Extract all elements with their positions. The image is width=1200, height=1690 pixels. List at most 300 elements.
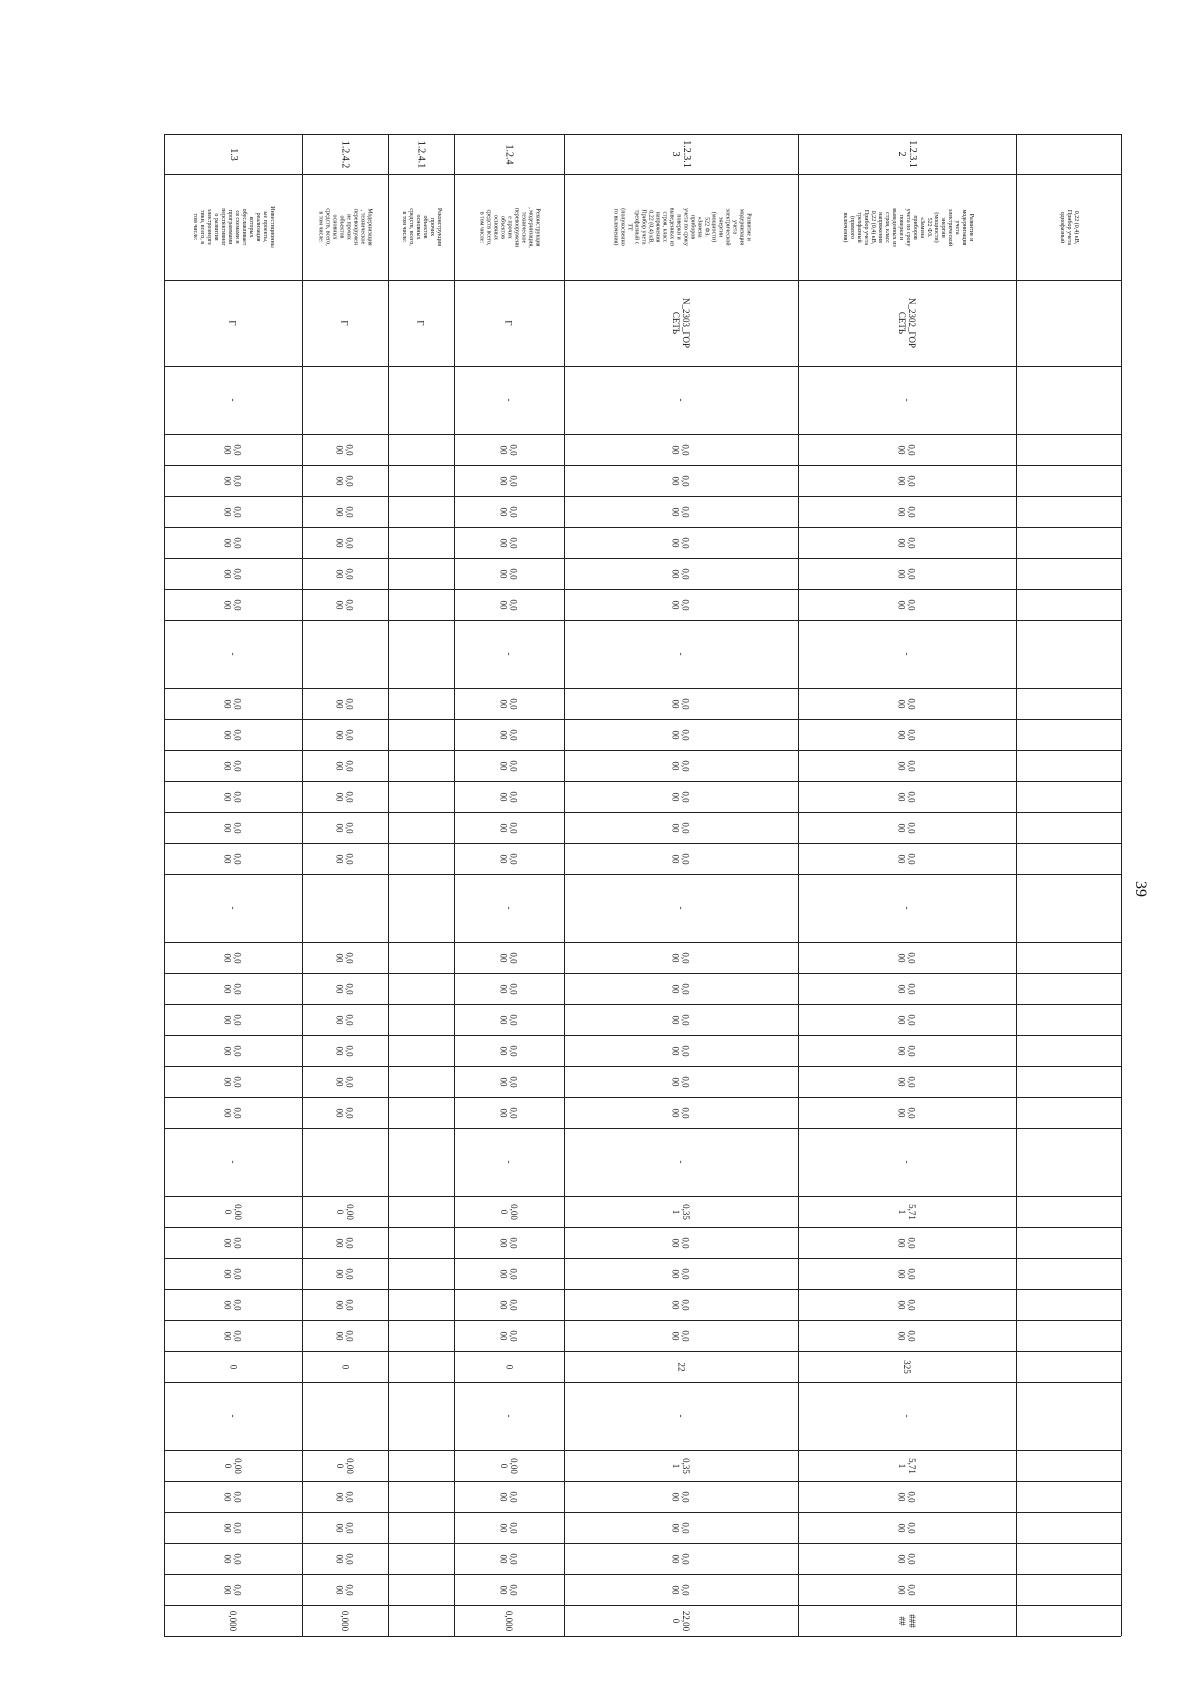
table-cell-text: 0,0 00 (671, 759, 691, 772)
header-code-cell (454, 280, 564, 366)
header-code-cell (798, 280, 1016, 366)
table-cell-text: 0,0 00 (223, 1044, 243, 1057)
table-cell (164, 1066, 302, 1097)
table-cell (564, 434, 798, 465)
table-cell-text: - (902, 1414, 912, 1418)
table-cell (454, 434, 564, 465)
table-cell (798, 781, 1016, 812)
header-id-cell-text: 1.2.3.1 2 (896, 140, 918, 168)
table-cell-text: 0,0 00 (897, 759, 917, 772)
table-cell-text: 0,000 (228, 1610, 238, 1631)
table-cell-text: 0,0 00 (335, 951, 355, 964)
table-cell-text: 0,0 00 (671, 1013, 691, 1026)
table-cell-text: - (504, 1160, 514, 1164)
table-cell-text: 0,0 00 (335, 1298, 355, 1311)
table-cell-text: 0,00 0 (223, 1457, 243, 1474)
table-cell-text: 0,0 00 (671, 536, 691, 549)
document-table (164, 134, 1121, 1631)
table-cell (798, 434, 1016, 465)
table-cell-text: 0,0 00 (671, 728, 691, 741)
table-cell (302, 465, 388, 496)
table-cell-text: 0,0 00 (223, 1490, 243, 1503)
table-cell (798, 1574, 1016, 1605)
table-cell (302, 1066, 388, 1097)
header-name-cell-text: Реконструкция прочих объектов основных средств, всего, в том числе: (401, 207, 442, 247)
table-cell-text: 0,0 00 (223, 982, 243, 995)
table-cell (164, 812, 302, 843)
table-cell-text: 0,0 00 (499, 1552, 519, 1565)
table-cell-text: 22,00 0 (671, 1610, 691, 1631)
table-cell (164, 781, 302, 812)
table-cell (454, 750, 564, 781)
header-code-cell (1016, 280, 1121, 366)
table-cell (454, 1289, 564, 1320)
table-cell-text: 0,0 00 (223, 1521, 243, 1534)
table-cell (564, 1035, 798, 1066)
table-cell (564, 688, 798, 719)
table-cell-text: 0,0 00 (671, 1236, 691, 1249)
table-cell-text: - (228, 906, 238, 910)
page-number: 39 (1132, 881, 1149, 897)
header-code-cell-text: N_2303_ГОР СЕТЬ (670, 298, 691, 348)
table-cell (564, 620, 798, 688)
table-cell-text: 0,0 00 (223, 697, 243, 710)
table-cell-text: - (676, 1160, 686, 1164)
table-cell-text: 0,0 00 (223, 790, 243, 803)
table-cell-text: 0,0 00 (897, 1075, 917, 1088)
header-code-cell (164, 280, 302, 366)
table-cell-text: 0,0 00 (223, 951, 243, 964)
table-cell-text: 0,0 00 (671, 951, 691, 964)
table-cell (798, 1196, 1016, 1227)
table-cell-text: 0,35 1 (671, 1457, 691, 1474)
table-cell (798, 558, 1016, 589)
table-cell (454, 1481, 564, 1512)
table-cell-text: 0,0 00 (897, 790, 917, 803)
table-cell-text: 0,0 00 (223, 852, 243, 865)
table-cell-text: 0,0 00 (223, 1329, 243, 1342)
table-cell-text: 0,0 00 (335, 759, 355, 772)
table-cell-text: 0,0 00 (335, 536, 355, 549)
header-name-cell (798, 174, 1016, 280)
table-cell (798, 1450, 1016, 1481)
table-cell-text: 0,0 00 (897, 821, 917, 834)
table-cell (564, 1004, 798, 1035)
table-cell-text: 0 (228, 1364, 238, 1369)
table-cell-text: 0,0 00 (499, 1521, 519, 1534)
table-cell (454, 1574, 564, 1605)
table-cell (798, 1289, 1016, 1320)
table-cell-text: 0,0 00 (897, 852, 917, 865)
table-cell (454, 1035, 564, 1066)
table-cell-text: 0,0 00 (671, 443, 691, 456)
table-cell (454, 781, 564, 812)
table-cell-text: 0,0 00 (499, 697, 519, 710)
table-cell (564, 527, 798, 558)
table-cell-text: 0,0 00 (223, 759, 243, 772)
table-cell-text: 0,0 00 (335, 567, 355, 580)
table-cell-text: 0,00 0 (223, 1203, 243, 1220)
table-cell-text: 0,0 00 (499, 951, 519, 964)
table-cell (164, 589, 302, 620)
table-cell (798, 1543, 1016, 1574)
table-cell-text: 0,0 00 (671, 1075, 691, 1088)
table-cell (164, 1320, 302, 1351)
table-cell (164, 496, 302, 527)
table-cell-text: 0,0 00 (223, 1583, 243, 1596)
table-cell-text: 0,00 0 (499, 1203, 519, 1220)
header-name-cell (1016, 174, 1121, 280)
table-cell-text: 0,0 00 (499, 567, 519, 580)
table-cell-text: 0,0 00 (223, 443, 243, 456)
table-cell (798, 1512, 1016, 1543)
table-cell-text: 0,35 1 (671, 1203, 691, 1220)
table-cell-text: 0,0 00 (897, 1583, 917, 1596)
table-cell-text: 0,0 00 (897, 1236, 917, 1249)
table-cell (454, 1605, 564, 1636)
table-cell (454, 1258, 564, 1289)
table-cell-text: 0,0 00 (671, 697, 691, 710)
table-cell (454, 973, 564, 1004)
table-cell-text: - (228, 1160, 238, 1164)
table-cell-text: - (228, 1414, 238, 1418)
table-cell-text: 0,0 00 (897, 728, 917, 741)
table-cell (164, 434, 302, 465)
table-cell-text: - (902, 1160, 912, 1164)
table-cell-text: 0,0 00 (671, 1490, 691, 1503)
header-id-cell-text: 1.3 (227, 147, 239, 161)
table-cell (564, 1289, 798, 1320)
table-cell-text: 0,0 00 (499, 1329, 519, 1342)
table-cell (302, 1512, 388, 1543)
table-cell (302, 973, 388, 1004)
table-cell-text: 0,0 00 (335, 505, 355, 518)
table-cell (164, 942, 302, 973)
table-cell (564, 1097, 798, 1128)
table-cell (564, 843, 798, 874)
header-code-cell-text: N_2302_ГОР СЕТЬ (896, 298, 917, 348)
table-cell (302, 1450, 388, 1481)
header-name-cell (564, 174, 798, 280)
table-cell (302, 719, 388, 750)
table-cell-text: 0,0 00 (671, 505, 691, 518)
table-cell-text: 0,0 00 (671, 598, 691, 611)
table-cell (302, 1227, 388, 1258)
table-cell (164, 1450, 302, 1481)
header-code-cell (388, 280, 454, 366)
table-cell (164, 620, 302, 688)
table-cell-text: 0,0 00 (671, 474, 691, 487)
table-cell-text: 5,71 1 (897, 1203, 917, 1220)
table-cell-text: 0,0 00 (223, 821, 243, 834)
header-name-cell-text: Реконструкция , модернизация, техническое перевооружени е прочих объектов основных средств всего, в том числе: (478, 206, 541, 248)
table-cell (164, 1543, 302, 1574)
header-name-cell-text: Развитие и модернизация учета электрической энергии (мощности) 522 ФЗ. «Замена приборов учета по сроку поверки и выведенных из строя, класс напряжения 0,22 (0,4) кВ, Прибор учета трехфазный с ТТ (полукосвенно го включения) (612, 207, 751, 247)
table-cell (564, 1196, 798, 1227)
table-cell-text: 0,0 00 (671, 1106, 691, 1119)
table-cell-text: 0,0 00 (897, 474, 917, 487)
header-id-cell-text: 1.2.4.1 (415, 140, 427, 168)
table-cell (798, 1258, 1016, 1289)
table-cell-text: 0,00 0 (335, 1203, 355, 1220)
table-cell (164, 973, 302, 1004)
table-cell (454, 558, 564, 589)
table-cell (164, 719, 302, 750)
header-id-cell-text: 1.2.4.2 (339, 140, 351, 168)
table-cell-text: - (676, 652, 686, 656)
table-cell (564, 496, 798, 527)
header-id-cell (1016, 134, 1121, 174)
header-id-cell-text: 1.2.3.1 3 (670, 140, 692, 168)
table-cell-text: 0,0 00 (335, 982, 355, 995)
table-cell-text: 0,0 00 (499, 1298, 519, 1311)
table-cell (164, 1574, 302, 1605)
table-cell-text: 0,0 00 (335, 821, 355, 834)
table-cell (798, 589, 1016, 620)
table-cell (454, 1066, 564, 1097)
table-cell-text: 0,0 00 (499, 536, 519, 549)
table-cell-text: - (228, 398, 238, 402)
table-cell-text: 0,0 00 (499, 852, 519, 865)
table-cell (454, 1227, 564, 1258)
table-cell (454, 1004, 564, 1035)
table-cell (164, 843, 302, 874)
header-name-cell-text: Модернизация , техническое перевооружен ие прочих объектов основных средств, всего, в том числе: (318, 208, 373, 246)
header-id-cell (564, 134, 798, 174)
header-name-cell (302, 174, 388, 280)
table-cell (564, 1450, 798, 1481)
table-cell (454, 1450, 564, 1481)
table-cell (454, 1543, 564, 1574)
header-id-cell (454, 134, 564, 174)
table-cell (798, 942, 1016, 973)
table-cell-text: 0,0 00 (897, 598, 917, 611)
header-code-cell-text: Г (415, 320, 426, 326)
table-cell-text: 0,0 00 (897, 1552, 917, 1565)
table-cell (302, 496, 388, 527)
table-cell (564, 1320, 798, 1351)
table-cell (302, 558, 388, 589)
header-id-cell-text: 1.2.4 (503, 144, 515, 164)
table-cell (564, 719, 798, 750)
table-cell-text: 0,0 00 (897, 1521, 917, 1534)
table-cell (798, 1351, 1016, 1382)
table-cell-text: 0,0 00 (671, 982, 691, 995)
table-cell-text: 0,0 00 (671, 1044, 691, 1057)
table-cell-text: 0,0 00 (897, 1267, 917, 1280)
table-cell (302, 843, 388, 874)
table-cell-text: 0,0 00 (223, 598, 243, 611)
header-id-cell (388, 134, 454, 174)
table-cell (454, 942, 564, 973)
table-cell-text: 22 (676, 1362, 686, 1371)
table-cell (798, 1097, 1016, 1128)
table-cell-text: - (228, 652, 238, 656)
table-cell (302, 688, 388, 719)
table-cell-text: - (676, 1414, 686, 1418)
table-cell-text: - (504, 906, 514, 910)
table-cell (798, 527, 1016, 558)
table-cell (798, 366, 1016, 434)
table-cell-text: - (676, 906, 686, 910)
table-cell-text: 0,0 00 (897, 505, 917, 518)
table-cell (302, 942, 388, 973)
table-cell-text: 0 (504, 1364, 514, 1369)
table-cell-text: 0,00 0 (335, 1457, 355, 1474)
table-cell-text: - (902, 906, 912, 910)
table-cell-text: 0,0 00 (499, 1583, 519, 1596)
table-cell-text: 0,0 00 (671, 1583, 691, 1596)
table-cell (798, 465, 1016, 496)
table-cell (302, 1351, 388, 1382)
table-cell (798, 1066, 1016, 1097)
table-cell (564, 1574, 798, 1605)
table-cell (302, 434, 388, 465)
table-cell (798, 973, 1016, 1004)
table-cell (798, 750, 1016, 781)
table-cell-text: 0,0 00 (223, 474, 243, 487)
table-cell-text: 0,0 00 (499, 1013, 519, 1026)
table-cell-text: 0,0 00 (223, 728, 243, 741)
table-cell (564, 874, 798, 942)
table-cell (798, 1382, 1016, 1450)
table-cell (798, 812, 1016, 843)
table-cell-text: 0,0 00 (499, 1490, 519, 1503)
table-cell (564, 1512, 798, 1543)
table-cell (164, 558, 302, 589)
table-cell (302, 589, 388, 620)
table-cell-text: 0,0 00 (897, 951, 917, 964)
table-cell (164, 527, 302, 558)
table-cell-text: 0,0 00 (335, 1075, 355, 1088)
table-cell (302, 527, 388, 558)
table-cell (798, 496, 1016, 527)
table-cell (454, 1320, 564, 1351)
table-cell-text: 0,0 00 (335, 728, 355, 741)
table-cell-text: 0,0 00 (671, 1329, 691, 1342)
table-cell (164, 465, 302, 496)
table-cell-text: 0,0 00 (499, 982, 519, 995)
table-cell-text: 0,0 00 (335, 1267, 355, 1280)
table-cell (564, 1605, 798, 1636)
table-cell-text: 0,0 00 (897, 1298, 917, 1311)
table-cell (564, 942, 798, 973)
table-cell (302, 1543, 388, 1574)
table-cell (798, 1004, 1016, 1035)
table-cell-text: - (902, 398, 912, 402)
header-id-cell (164, 134, 302, 174)
table-cell-text: 0,0 00 (335, 1490, 355, 1503)
table-cell (302, 1035, 388, 1066)
table-cell-text: 0,0 00 (499, 598, 519, 611)
table-cell (454, 1512, 564, 1543)
table-cell (302, 1004, 388, 1035)
table-cell (164, 1605, 302, 1636)
table-cell-text: 5,71 1 (897, 1457, 917, 1474)
table-cell-text: 0,0 00 (897, 1490, 917, 1503)
header-code-cell-text: Г (227, 320, 238, 326)
table-cell (798, 1605, 1016, 1636)
table-cell-text: 0,0 00 (897, 982, 917, 995)
table-cell-text: 0,0 00 (671, 852, 691, 865)
table-cell (798, 1227, 1016, 1258)
table-cell (564, 812, 798, 843)
table-cell (798, 874, 1016, 942)
table-cell-text: 0,0 00 (499, 728, 519, 741)
table-cell-text: 0,0 00 (499, 821, 519, 834)
table-cell (164, 874, 302, 942)
table-cell (454, 1196, 564, 1227)
table-cell-text: 0,0 00 (671, 1267, 691, 1280)
table-cell (564, 1258, 798, 1289)
table-cell-text: 0,0 00 (897, 536, 917, 549)
table-cell (454, 1351, 564, 1382)
table-cell (564, 558, 798, 589)
table-cell-text: 0,0 00 (897, 697, 917, 710)
table-cell (798, 843, 1016, 874)
table-cell-text: ### ## (897, 1613, 917, 1628)
table-cell-text: 0,0 00 (335, 443, 355, 456)
table-cell-text: 0,0 00 (223, 1013, 243, 1026)
table-cell (302, 750, 388, 781)
table-cell (564, 1066, 798, 1097)
header-id-cell (302, 134, 388, 174)
table-cell-text: 0,0 00 (671, 821, 691, 834)
table-cell-text: 0,0 00 (223, 536, 243, 549)
table-cell (454, 688, 564, 719)
table-cell-text: 0,0 00 (499, 1106, 519, 1119)
table-cell-text: 0,0 00 (335, 1106, 355, 1119)
table-cell-text: 0,0 00 (223, 1106, 243, 1119)
table-cell-text: 0,000 (340, 1610, 350, 1631)
table-cell (564, 465, 798, 496)
header-code-cell-text: Г (339, 320, 350, 326)
table-cell-text: 0,0 00 (671, 1521, 691, 1534)
header-name-cell-text: 0,22 (0,4) кВ, Прибор учета однофазный (1058, 209, 1079, 245)
header-code-cell (302, 280, 388, 366)
table-cell (164, 1097, 302, 1128)
table-cell-text: 0,0 00 (671, 1552, 691, 1565)
table-cell (164, 1128, 302, 1196)
header-name-cell (454, 174, 564, 280)
table-cell-text: 0,0 00 (223, 1267, 243, 1280)
table-cell-text: 0,0 00 (897, 1013, 917, 1026)
header-code-cell-text: Г (503, 320, 514, 326)
table-cell (454, 1382, 564, 1450)
table-cell (564, 1128, 798, 1196)
table-cell (164, 366, 302, 434)
table-cell (302, 1320, 388, 1351)
table-cell-text: 0,0 00 (499, 443, 519, 456)
table-cell-text: 0,0 00 (223, 1298, 243, 1311)
table-cell-text: 325 (902, 1359, 912, 1374)
table-cell (564, 1481, 798, 1512)
table-cell-text: 0,0 00 (897, 1329, 917, 1342)
table-cell-text: 0,0 00 (335, 697, 355, 710)
table-cell-text: 0,0 00 (335, 790, 355, 803)
table-cell (454, 843, 564, 874)
table-cell (798, 1481, 1016, 1512)
header-name-cell-text: Инвестиционны ые проекты, реализация которых обуславливает ся схемами и программами перспективног о развития электроэнерге тики, всего, в том числе: (192, 206, 275, 248)
table-cell (302, 1605, 388, 1636)
table-cell (454, 620, 564, 688)
table-cell-text: 0,0 00 (897, 1106, 917, 1119)
table-cell-text: 0,0 00 (335, 1013, 355, 1026)
table-cell-text: 0,0 00 (499, 1044, 519, 1057)
table-cell (564, 1351, 798, 1382)
table-cell-text: 0,0 00 (897, 567, 917, 580)
table-cell-text: - (504, 1414, 514, 1418)
